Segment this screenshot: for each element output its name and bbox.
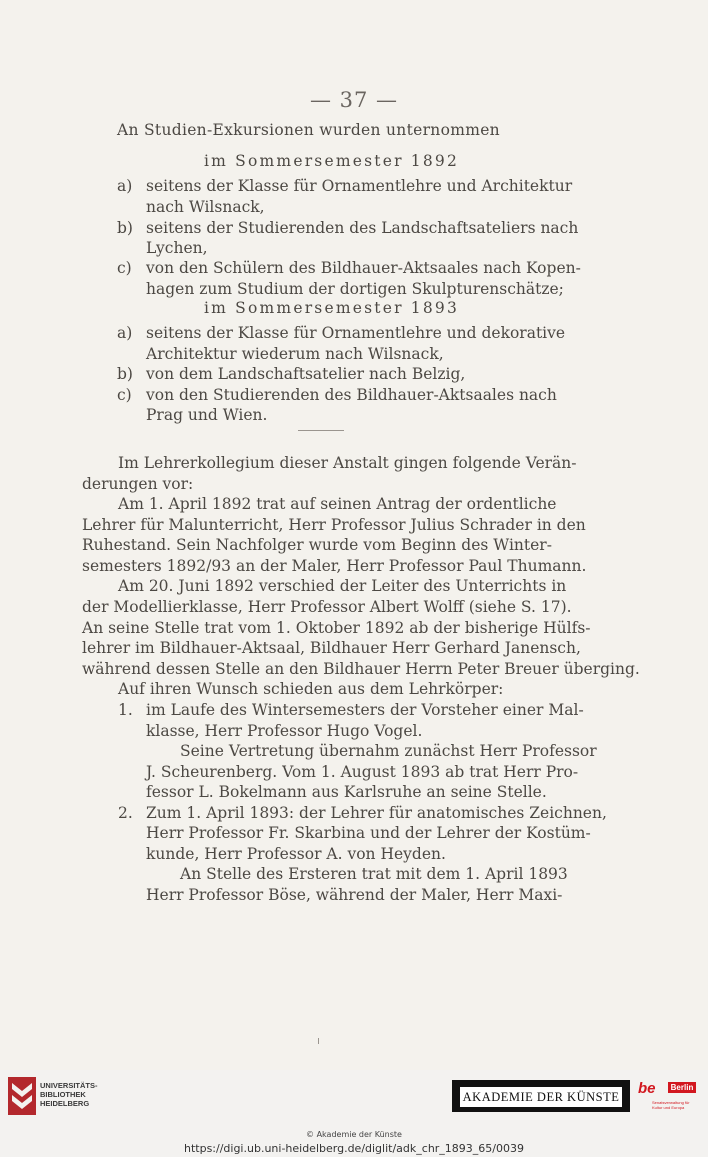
- body-line: der Modellierklasse, Herr Professor Albert Wolff (siehe S. 17).: [82, 598, 572, 616]
- ub-line: HEIDELBERG: [40, 1099, 90, 1108]
- body-line: semesters 1892/93 an der Maler, Herr Professor Paul Thumann.: [82, 557, 587, 575]
- ub-line: UNIVERSITÄTS-: [40, 1081, 98, 1090]
- list-line: Herr Professor Böse, während der Maler, Herr Maxi-: [146, 886, 563, 904]
- list-marker: c): [117, 259, 132, 277]
- section1-line: seitens der Studierenden des Landschaftsateliers nach: [146, 219, 579, 237]
- section1-line: nach Wilsnack,: [146, 198, 265, 216]
- body-line: derungen vor:: [82, 475, 194, 493]
- page-mark: [318, 1038, 319, 1044]
- ub-line: BIBLIOTHEK: [40, 1090, 86, 1099]
- list-marker: 2.: [118, 804, 133, 822]
- list-line: kunde, Herr Professor A. von Heyden.: [146, 845, 446, 863]
- intro-line: An Studien-Exkursionen wurden unternommen: [117, 121, 500, 139]
- source-url[interactable]: https://digi.ub.uni-heidelberg.de/diglit/adk_chr_1893_65/0039: [183, 1142, 525, 1155]
- section2-line: seitens der Klasse für Ornamentlehre und dekorative: [146, 324, 566, 342]
- list-line: Zum 1. April 1893: der Lehrer für anatomisches Zeichnen,: [146, 804, 607, 822]
- page-number: — 37 —: [309, 88, 399, 112]
- copyright-notice: © Akademie der Künste: [306, 1130, 402, 1139]
- list-line: im Laufe des Wintersemesters der Vorsteher einer Mal-: [146, 701, 584, 719]
- body-line: Lehrer für Malunterricht, Herr Professor Julius Schrader in den: [82, 516, 586, 534]
- body-line: Am 1. April 1892 trat auf seinen Antrag der ordentliche: [118, 495, 557, 513]
- university-library-logo-icon: [8, 1077, 36, 1115]
- body-line: Im Lehrerkollegium dieser Anstalt gingen folgende Verän-: [118, 454, 577, 472]
- section2-heading: im Sommersemester 1893: [204, 299, 460, 317]
- section1-line: seitens der Klasse für Ornamentlehre und Architektur: [146, 177, 573, 195]
- list-line: J. Scheurenberg. Vom 1. August 1893 ab trat Herr Pro-: [146, 763, 579, 781]
- section2-line: Prag und Wien.: [146, 406, 268, 424]
- akademie-logo-frame: [460, 1087, 622, 1107]
- list-line: Seine Vertretung übernahm zunächst Herr Professor: [180, 742, 597, 760]
- section1-line: hagen zum Studium der dortigen Skulpturenschätze;: [146, 280, 564, 298]
- akademie-logo-text: AKADEMIE DER KÜNSTE: [462, 1090, 620, 1104]
- berlin-logo-subtitle: Senatsverwaltung für Kultur und Europa: [652, 1100, 690, 1110]
- section2-line: Architektur wiederum nach Wilsnack,: [146, 345, 444, 363]
- list-marker: b): [117, 365, 133, 383]
- body-line: lehrer im Bildhauer-Aktsaal, Bildhauer Herr Gerhard Janensch,: [82, 639, 581, 657]
- section1-line: von den Schülern des Bildhauer-Aktsaales nach Kopen-: [146, 259, 581, 277]
- body-line: An seine Stelle trat vom 1. Oktober 1892 ab der bisherige Hülfs-: [82, 619, 591, 637]
- akademie-logo[interactable]: [452, 1080, 630, 1112]
- list-marker: 1.: [118, 701, 133, 719]
- body-line: Ruhestand. Sein Nachfolger wurde vom Beginn des Winter-: [82, 536, 552, 554]
- berlin-senate-logo[interactable]: [638, 1078, 700, 1118]
- list-line: klasse, Herr Professor Hugo Vogel.: [146, 722, 423, 740]
- university-library-name: [40, 1081, 98, 1108]
- section2-line: von den Studierenden des Bildhauer-Aktsaales nach: [146, 386, 557, 404]
- section1-line: Lychen,: [146, 239, 208, 257]
- body-line: Am 20. Juni 1892 verschied der Leiter des Unterrichts in: [118, 577, 567, 595]
- section-divider: [298, 430, 344, 431]
- section2-line: von dem Landschaftsatelier nach Belzig,: [146, 365, 466, 383]
- body-line: während dessen Stelle an den Bildhauer Herrn Peter Breuer überging.: [82, 660, 640, 678]
- list-line: Herr Professor Fr. Skarbina und der Lehrer der Kostüm-: [146, 824, 591, 842]
- berlin-logo-box: Berlin: [668, 1082, 696, 1093]
- list-marker: a): [117, 177, 133, 195]
- berlin-logo-be: be: [638, 1080, 656, 1097]
- list-marker: b): [117, 219, 133, 237]
- list-line: fessor L. Bokelmann aus Karlsruhe an seine Stelle.: [146, 783, 547, 801]
- list-marker: a): [117, 324, 133, 342]
- list-marker: c): [117, 386, 132, 404]
- section1-heading: im Sommersemester 1892: [204, 152, 460, 170]
- list-line: An Stelle des Ersteren trat mit dem 1. April 1893: [180, 865, 568, 883]
- body-line: Auf ihren Wunsch schieden aus dem Lehrkörper:: [118, 680, 504, 698]
